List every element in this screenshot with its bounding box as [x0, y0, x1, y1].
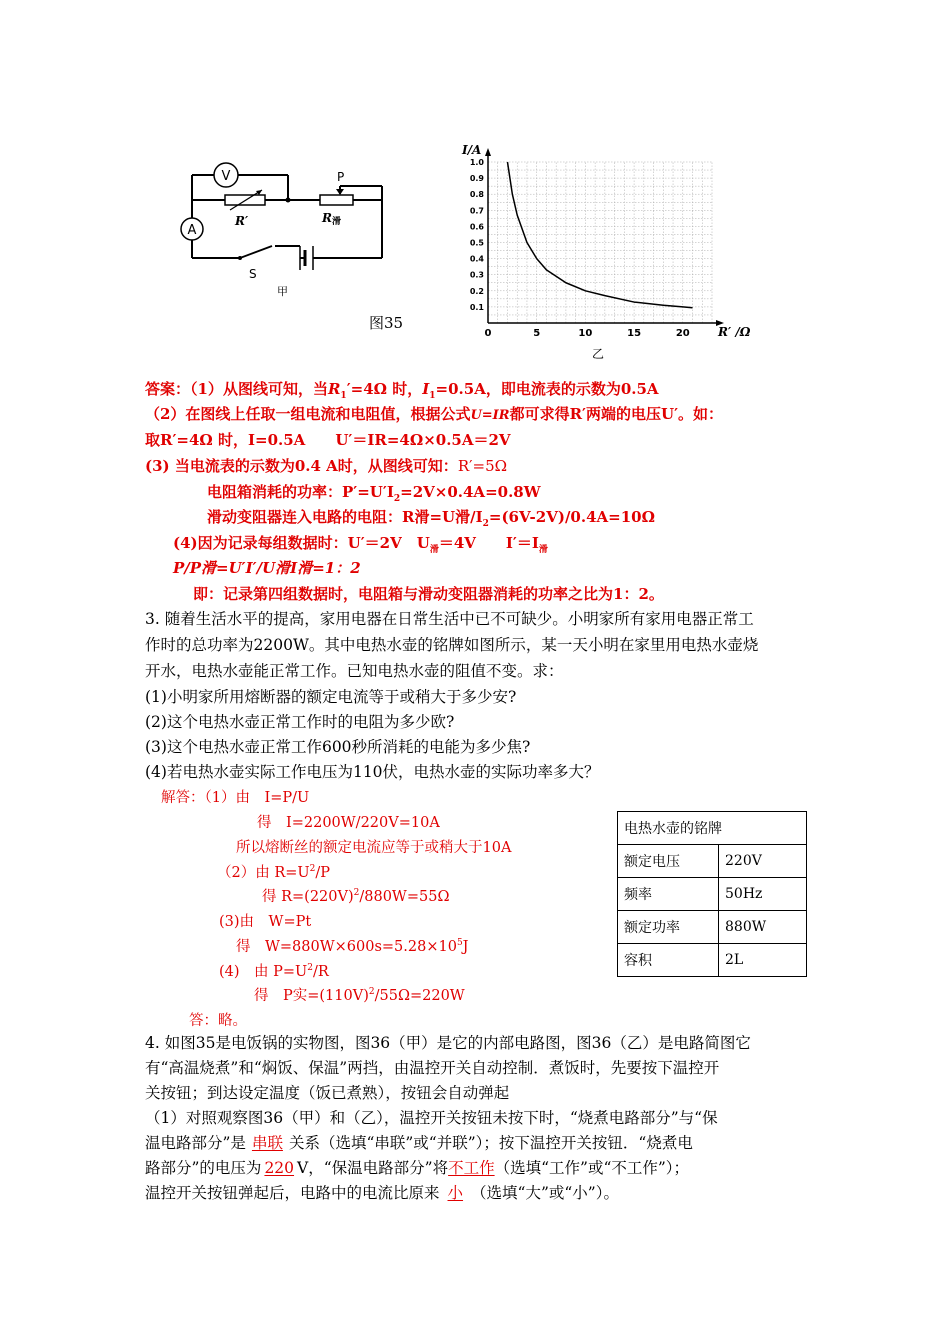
solution-line-7: 得 $W=880W\times 600s=5.28\times 10^5J$ [236, 938, 469, 955]
solution-line-6: (3)由 W=Pt [219, 914, 312, 930]
table-row: 额定电压 220V [618, 845, 807, 878]
q4-line-2: 有“高温烧煮”和“焖饭、保温”两挡，由温控开关自动控制．煮饭时，先要按下温控开 [145, 1059, 720, 1077]
x-tick-label: 5 [533, 328, 541, 339]
q4-line-3: 关按钮；到达设定温度（饭已煮熟），按钮会自动弹起 [145, 1084, 510, 1102]
y-tick-label: 0.9 [469, 174, 484, 184]
solution-line-5: 得 $R=(220V)^2/880W=55\Omega$ [262, 888, 450, 905]
y-tick-label: 0.3 [469, 270, 484, 280]
circuit-caption: 甲 [277, 285, 288, 298]
x-tick-label: 20 [675, 328, 690, 339]
resistor-box-label: R′ [235, 214, 249, 228]
y-tick-label: 1.0 [469, 158, 484, 167]
solution-line-3: 所以熔断丝的额定电流应等于或稍大于10A [236, 840, 512, 856]
x-tick-label: 0 [484, 328, 492, 339]
y-axis-arrow [485, 148, 491, 156]
solution-line-10: 答：略。 [189, 1013, 247, 1029]
q3-line-3: 开水，电热水壶能正常工作。已知电热水壶的阻值不变。求： [145, 662, 564, 680]
table-row: 额定功率 880W [618, 911, 807, 944]
q3-line-5: (2)这个电热水壶正常工作时的电阻为多少欧? [145, 713, 455, 731]
answer-line-4: (3) 当电流表的示数为0.4 A时，从图线可知：R′=5Ω [145, 457, 508, 475]
data-curve [507, 162, 692, 308]
answer-line-6: 滑动变阻器连入电路的电阻：R滑=U滑$/I_2=(6V-2V)/0.4A=10\Omega$ [207, 508, 655, 529]
answer-line-5: 电阻箱消耗的功率：$P'=U'I_2=2V\times 0.4A=0.8W$ [207, 483, 541, 504]
solution-line-1: 解答：（1）由 I=P/U [161, 790, 310, 806]
kettle-nameplate-table [617, 811, 807, 977]
answer-line-2: （2）在图线上任取一组电流和电阻值，根据公式U=IR都可求得R′两端的电压U′。如： [145, 405, 724, 423]
y-axis-label: I/A [462, 143, 482, 157]
q4-line-5: 温电路部分”是 串联 关系（选填“串联”或“并联”）；按下温控开关按钮．“烧煮电 [145, 1134, 693, 1152]
blank-answer-voltage: 220 [264, 1159, 295, 1177]
table-row: 容积 2L [618, 944, 807, 977]
solution-line-4: （2）由 $R=U^2/P$ [217, 864, 331, 881]
voltmeter-label: V [221, 169, 231, 184]
y-tick-label: 0.8 [469, 190, 484, 200]
q4-line-4: （1）对照观察图36（甲）和（乙），温控开关按钮未按下时，“烧煮电路部分”与“保 [145, 1109, 718, 1127]
y-tick-label: 0.2 [469, 286, 484, 296]
answer-line-8: P/P滑=U′I′/U滑I滑=1：2 [173, 559, 361, 577]
table-row: 频率 50Hz [618, 878, 807, 911]
answer-line-3: 取R′=4Ω 时，I=0.5A U′＝IR=4Ω×0.5A＝2V [145, 431, 511, 449]
q3-line-2: 作时的总功率为2200W。其中电热水壶的铭牌如图所示，某一天小明在家里用电热水壶烧 [145, 636, 759, 654]
q3-line-6: (3)这个电热水壶正常工作600秒所消耗的电能为多少焦? [145, 738, 531, 756]
slider-label: P [337, 170, 345, 184]
switch-label: S [249, 267, 257, 281]
q4-line-1: 4. 如图35是电饭锅的实物图，图36（甲）是它的内部电路图，图36（乙）是电路简图它 [145, 1034, 751, 1052]
q4-line-7: 温控开关按钮弹起后，电路中的电流比原来 小 （选填“大”或“小”）。 [145, 1184, 619, 1202]
y-tick-label: 0.7 [469, 206, 484, 216]
nameplate-title: 电热水壶的铭牌 [618, 812, 807, 845]
figure-caption: 图35 [369, 314, 404, 332]
q4-line-6: 路部分”的电压为 220 V，“保温电路部分”将不工作（选填“工作”或“不工作”）； [145, 1159, 690, 1177]
blank-answer-not-working: 不工作 [448, 1159, 495, 1177]
rheostat-label: R滑 [322, 211, 341, 227]
x-axis-label: R′ /Ω [718, 325, 751, 339]
answer-line-9: 即：记录第四组数据时，电阻箱与滑动变阻器消耗的功率之比为1：2。 [193, 585, 664, 603]
solution-line-2: 得 I=2200W/220V=10A [257, 815, 440, 831]
answer-line-7: (4)因为记录每组数据时：U′＝2V $U_滑=4V$ $I'=I_滑$ [173, 534, 548, 555]
y-tick-label: 0.1 [469, 302, 484, 312]
circuit-diagram [170, 150, 420, 300]
rheostat-icon [320, 195, 353, 205]
q3-line-4: (1)小明家所用熔断器的额定电流等于或稍大于多少安? [145, 688, 517, 706]
ammeter-label: A [187, 223, 197, 238]
x-tick-label: 10 [578, 328, 593, 339]
q3-line-7: (4)若电热水壶实际工作电压为110伏，电热水壶的实际功率多大？ [145, 763, 600, 781]
blank-answer-series: 串联 [251, 1134, 283, 1152]
x-tick-label: 15 [627, 328, 642, 339]
y-tick-label: 0.4 [469, 254, 484, 264]
solution-line-9: 得 P实$=(110V)^2/55\Omega=220W$ [254, 987, 465, 1004]
answer-line-1: 答案：（1）从图线可知，当$R_1'=4\Omega$ 时，$I_1=0.5A$，即电流表的示数为0.5A [145, 380, 659, 401]
y-tick-label: 0.5 [469, 238, 484, 248]
solution-line-8: (4) 由 $P=U^2/R$ [219, 963, 329, 980]
y-tick-label: 0.6 [469, 222, 484, 232]
blank-answer-smaller: 小 [447, 1184, 464, 1202]
graph-caption: 乙 [592, 347, 605, 361]
current-resistance-graph [450, 140, 780, 365]
q3-line-1: 3. 随着生活水平的提高，家用电器在日常生活中已不可缺少。小明家所有家用电器正常工 [145, 610, 754, 628]
